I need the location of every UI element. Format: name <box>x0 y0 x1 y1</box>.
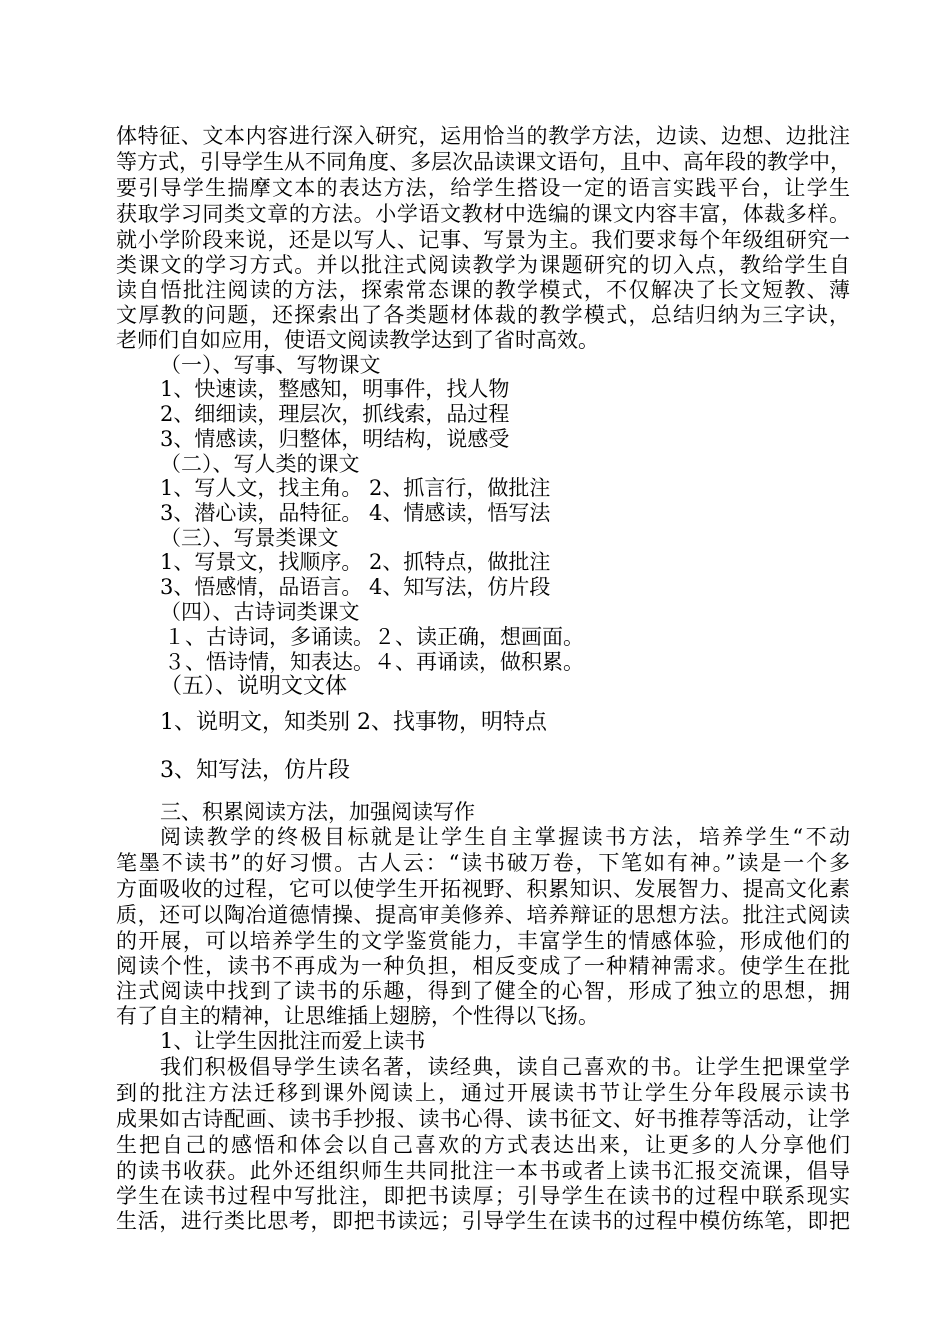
paragraph-line: 的开展，可以培养学生的文学鉴赏能力，丰富学生的情感体验，形成他们的 <box>116 929 850 953</box>
list-item: 3、悟感情，品语言。 4、知写法，仿片段 <box>160 575 551 599</box>
list-item: １、古诗词，多诵读。２、读正确，想画面。 <box>164 625 584 649</box>
paragraph-line: 读自悟批注阅读的方法，探索常态课的教学模式，不仅解决了长文短教、薄 <box>116 278 850 302</box>
paragraph-line: 就小学阶段来说，还是以写人、记事、写景为主。我们要求每个年级组研究一 <box>116 228 850 252</box>
list-item: 1、写人文，找主角。 2、抓言行，做批注 <box>160 476 551 500</box>
paragraph-line: 到的批注方法迁移到课外阅读上，通过开展读书节让学生分年段展示读书 <box>116 1081 850 1105</box>
paragraph-line: 生把自己的感悟和体会以自己喜欢的方式表达出来，让更多的人分享他们 <box>116 1133 850 1157</box>
paragraph-line: 注式阅读中找到了读书的乐趣，得到了健全的心智，形成了独立的思想，拥 <box>116 979 850 1003</box>
section-title-3: （三）、写景类课文 <box>160 526 339 550</box>
paragraph-line: 我们积极倡导学生读名著，读经典，读自己喜欢的书。让学生把课堂学 <box>160 1055 850 1079</box>
section-title-1: （一）、写事、写物课文 <box>160 353 381 377</box>
paragraph-line: 获取学习同类文章的方法。小学语文教材中选编的课文内容丰富，体裁多样。 <box>116 202 850 226</box>
section-heading: 三、积累阅读方法，加强阅读写作 <box>160 800 475 824</box>
section-title-5: （五）、说明文文体 <box>160 674 348 699</box>
list-item: 3、潜心读，品特征。 4、情感读，悟写法 <box>160 501 551 525</box>
paragraph-line: 文厚教的问题，还探索出了各类题材体裁的教学模式，总结归纳为三字诀， <box>116 303 850 327</box>
paragraph-line: 要引导学生揣摩文本的表达方法，给学生搭设一定的语言实践平台，让学生 <box>116 176 850 200</box>
list-item: 2、细细读，理层次，抓线索，品过程 <box>160 402 510 426</box>
list-item: 1、快速读，整感知，明事件，找人物 <box>160 377 510 401</box>
paragraph-line: 老师们自如应用，使语文阅读教学达到了省时高效。 <box>116 328 599 352</box>
list-item: 3、知写法，仿片段 <box>160 758 350 783</box>
paragraph-line: 质，还可以陶冶道德情操、提高审美修养、培养辩证的思想方法。批注式阅读 <box>116 903 850 927</box>
paragraph-line: 类课文的学习方式。并以批注式阅读教学为课题研究的切入点，教给学生自 <box>116 253 850 277</box>
paragraph-line: 方面吸收的过程，它可以使学生开拓视野、积累知识、发展智力、提高文化素 <box>116 877 850 901</box>
subheading: 1、让学生因批注而爱上读书 <box>160 1029 426 1053</box>
section-title-2: （二）、写人类的课文 <box>160 452 360 476</box>
list-item: 1、说明文，知类别 2、找事物，明特点 <box>160 710 547 735</box>
list-item: 1、写景文，找顺序。 2、抓特点，做批注 <box>160 550 551 574</box>
paragraph-line: 等方式，引导学生从不同角度、多层次品读课文语句，且中、高年段的教学中， <box>116 150 851 174</box>
paragraph-line: 笔墨不读书”的好习惯。古人云：“读书破万卷，下笔如有神。”读是一个多 <box>116 851 850 875</box>
paragraph-line: 阅读个性，读书不再成为一种负担，相反变成了一种精神需求。使学生在批 <box>116 954 850 978</box>
paragraph-line: 的读书收获。此外还组织师生共同批注一本书或者上读书汇报交流课，倡导 <box>116 1159 850 1183</box>
paragraph-line: 阅读教学的终极目标就是让学生自主掌握读书方法，培养学生“不动 <box>160 825 850 849</box>
paragraph-line: 生活，进行类比思考，即把书读远；引导学生在读书的过程中模仿练笔，即把 <box>116 1209 850 1233</box>
section-title-4: （四）、古诗词类课文 <box>160 600 360 624</box>
paragraph-line: 有了自主的精神，让思维插上翅膀，个性得以飞扬。 <box>116 1004 599 1028</box>
list-item: 3、情感读，归整体，明结构，说感受 <box>160 427 510 451</box>
paragraph-line: 学生在读书过程中写批注，即把书读厚；引导学生在读书的过程中联系现实 <box>116 1184 850 1208</box>
list-item: ３、悟诗情，知表达。４、再诵读，做积累。 <box>164 650 584 674</box>
paragraph-line: 体特征、文本内容进行深入研究，运用恰当的教学方法，边读、边想、边批注 <box>116 124 850 148</box>
paragraph-line: 成果如古诗配画、读书手抄报、读书心得、读书征文、好书推荐等活动，让学 <box>116 1107 850 1131</box>
